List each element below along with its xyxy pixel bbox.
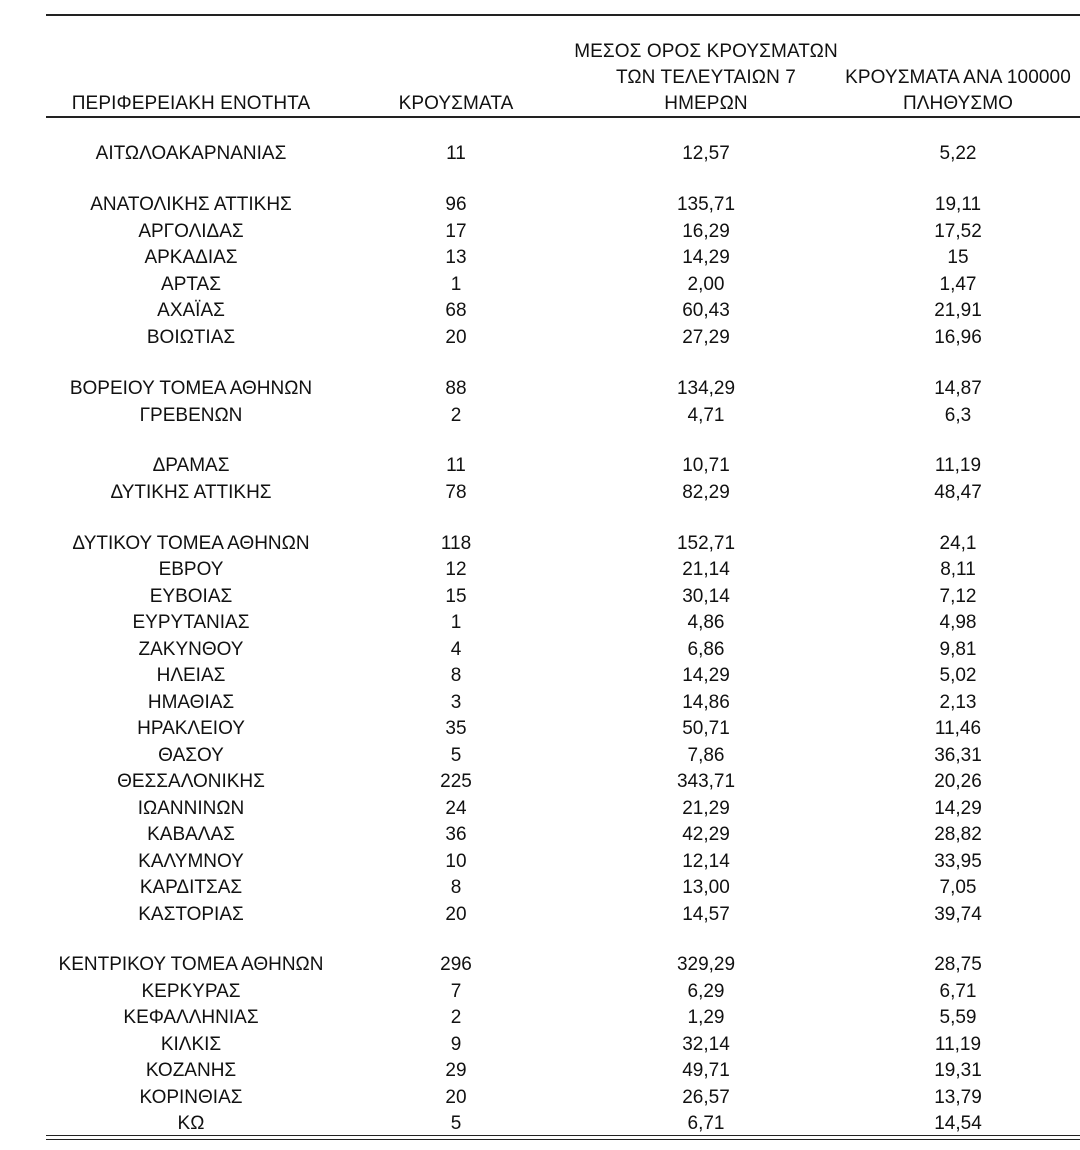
cell-region: ΚΕΦΑΛΛΗΝΙΑΣ <box>123 1007 259 1028</box>
cell-avg7: 6,86 <box>687 639 725 660</box>
cell-region: ΚΩ <box>177 1113 205 1134</box>
table-row <box>46 272 1080 298</box>
cell-avg7: 2,00 <box>687 274 725 295</box>
cell-cases: 20 <box>445 904 467 925</box>
cell-per100k: 11,46 <box>934 718 982 739</box>
table-row <box>46 849 1080 875</box>
table-bottom-rule <box>46 1135 1080 1140</box>
cell-cases: 10 <box>445 851 467 872</box>
cell-cases: 296 <box>440 954 472 975</box>
cell-region: ΑΡΓΟΛΙΔΑΣ <box>138 221 244 242</box>
cell-per100k: 9,81 <box>939 639 977 660</box>
cell-avg7: 134,29 <box>676 378 736 399</box>
cell-cases: 3 <box>450 692 462 713</box>
cell-region: ΒΟΙΩΤΙΑΣ <box>146 327 236 348</box>
cell-region: ΚΑΡΔΙΤΣΑΣ <box>139 877 243 898</box>
cell-avg7: 27,29 <box>682 327 730 348</box>
header-region: ΠΕΡΙΦΕΡΕΙΑΚΗ ΕΝΟΤΗΤΑ <box>71 93 311 114</box>
cell-region: ΚΑΛΥΜΝΟΥ <box>138 851 244 872</box>
cell-per100k: 2,13 <box>939 692 977 713</box>
cell-cases: 225 <box>440 771 472 792</box>
cell-per100k: 5,02 <box>939 665 977 686</box>
cell-per100k: 5,22 <box>939 143 977 164</box>
cell-avg7: 152,71 <box>676 533 736 554</box>
cell-per100k: 6,3 <box>944 405 972 426</box>
cell-cases: 5 <box>450 745 462 766</box>
table-row <box>46 584 1080 610</box>
cell-region: ΔΥΤΙΚΟΥ ΤΟΜΕΑ ΑΘΗΝΩΝ <box>72 533 310 554</box>
table-row <box>46 298 1080 324</box>
cell-cases: 5 <box>450 1113 462 1134</box>
table-row <box>46 531 1080 557</box>
table-row <box>46 637 1080 663</box>
table-row <box>46 557 1080 583</box>
cell-per100k: 17,52 <box>934 221 982 242</box>
cell-avg7: 21,29 <box>682 798 730 819</box>
cell-avg7: 6,71 <box>687 1113 725 1134</box>
cell-region: ΑΡΤΑΣ <box>161 274 221 295</box>
cell-region: ΓΡΕΒΕΝΩΝ <box>139 405 243 426</box>
cell-cases: 20 <box>445 327 467 348</box>
cell-per100k: 19,11 <box>934 194 982 215</box>
cell-per100k: 14,29 <box>934 798 982 819</box>
table-row <box>46 141 1080 167</box>
cell-region: ΒΟΡΕΙΟΥ ΤΟΜΕΑ ΑΘΗΝΩΝ <box>69 378 313 399</box>
table-row <box>46 769 1080 795</box>
cell-avg7: 30,14 <box>682 586 730 607</box>
header-avg7: ΜΕΣΟΣ ΟΡΟΣ ΚΡΟΥΣΜΑΤΩΝ ΤΩΝ ΤΕΛΕΥΤΑΙΩΝ 7 ΗΜΕΡΩΝ <box>574 41 838 114</box>
cell-region: ΑΧΑΪΑΣ <box>157 300 225 321</box>
cell-avg7: 21,14 <box>682 559 730 580</box>
cell-per100k: 28,82 <box>934 824 982 845</box>
cell-region: ΔΡΑΜΑΣ <box>152 455 230 476</box>
table-row <box>46 796 1080 822</box>
cell-per100k: 15 <box>947 247 969 268</box>
cell-region: ΕΥΒΟΙΑΣ <box>149 586 233 607</box>
cell-cases: 78 <box>445 482 467 503</box>
table-row <box>46 1058 1080 1084</box>
cell-region: ΚΟΡΙΝΘΙΑΣ <box>139 1087 243 1108</box>
table-row <box>46 952 1080 978</box>
cell-region: ΑΝΑΤΟΛΙΚΗΣ ΑΤΤΙΚΗΣ <box>90 194 292 215</box>
cell-region: ΑΡΚΑΔΙΑΣ <box>144 247 238 268</box>
cell-cases: 1 <box>450 612 462 633</box>
table-row <box>46 403 1080 429</box>
cell-avg7: 14,86 <box>682 692 730 713</box>
cell-cases: 9 <box>450 1034 462 1055</box>
cell-cases: 24 <box>445 798 467 819</box>
cell-per100k: 14,87 <box>934 378 982 399</box>
cell-region: ΚΕΝΤΡΙΚΟΥ ΤΟΜΕΑ ΑΘΗΝΩΝ <box>58 954 324 975</box>
cell-region: ΑΙΤΩΛΟΑΚΑΡΝΑΝΙΑΣ <box>95 143 287 164</box>
table-row <box>46 610 1080 636</box>
table-row <box>46 1005 1080 1031</box>
cell-per100k: 19,31 <box>934 1060 982 1081</box>
table-row <box>46 480 1080 506</box>
cell-avg7: 16,29 <box>682 221 730 242</box>
cell-per100k: 1,47 <box>939 274 977 295</box>
table-row <box>46 663 1080 689</box>
cell-cases: 7 <box>450 981 462 1002</box>
cell-cases: 35 <box>445 718 467 739</box>
table-row <box>46 219 1080 245</box>
cell-cases: 12 <box>445 559 467 580</box>
cell-avg7: 32,14 <box>682 1034 730 1055</box>
cell-avg7: 6,29 <box>687 981 725 1002</box>
cell-avg7: 13,00 <box>682 877 730 898</box>
cell-per100k: 48,47 <box>934 482 982 503</box>
cell-per100k: 33,95 <box>934 851 982 872</box>
cell-per100k: 7,12 <box>939 586 977 607</box>
cell-region: ΚΑΣΤΟΡΙΑΣ <box>138 904 244 925</box>
cell-avg7: 12,57 <box>682 143 730 164</box>
table-row <box>46 376 1080 402</box>
table-row <box>46 325 1080 351</box>
table-row <box>46 453 1080 479</box>
cell-avg7: 42,29 <box>682 824 730 845</box>
cell-per100k: 4,98 <box>939 612 977 633</box>
cell-region: ΕΥΡΥΤΑΝΙΑΣ <box>132 612 250 633</box>
cell-per100k: 11,19 <box>934 1034 982 1055</box>
table-row <box>46 822 1080 848</box>
cell-per100k: 39,74 <box>934 904 982 925</box>
cell-avg7: 14,57 <box>682 904 730 925</box>
cell-region: ΚΟΖΑΝΗΣ <box>145 1060 237 1081</box>
table-row <box>46 1085 1080 1111</box>
cell-cases: 20 <box>445 1087 467 1108</box>
cell-avg7: 343,71 <box>676 771 736 792</box>
cell-region: ΗΜΑΘΙΑΣ <box>147 692 235 713</box>
table-row <box>46 716 1080 742</box>
cell-per100k: 13,79 <box>934 1087 982 1108</box>
cell-cases: 17 <box>445 221 467 242</box>
cell-region: ΗΡΑΚΛΕΙΟΥ <box>137 718 245 739</box>
cell-cases: 29 <box>445 1060 467 1081</box>
cell-avg7: 60,43 <box>682 300 730 321</box>
cell-avg7: 4,71 <box>687 405 725 426</box>
cell-avg7: 10,71 <box>682 455 730 476</box>
cell-cases: 11 <box>446 143 466 164</box>
table-row <box>46 192 1080 218</box>
cell-region: ΖΑΚΥΝΘΟΥ <box>138 639 244 660</box>
cell-region: ΔΥΤΙΚΗΣ ΑΤΤΙΚΗΣ <box>110 482 272 503</box>
cell-avg7: 7,86 <box>687 745 725 766</box>
cell-cases: 11 <box>446 455 466 476</box>
cell-region: ΕΒΡΟΥ <box>158 559 224 580</box>
header-per100k: ΚΡΟΥΣΜΑΤΑ ΑΝΑ 100000 ΠΛΗΘΥΣΜΟ <box>845 67 1071 114</box>
table-row <box>46 245 1080 271</box>
table-row <box>46 690 1080 716</box>
cell-region: ΚΑΒΑΛΑΣ <box>147 824 235 845</box>
cell-per100k: 7,05 <box>939 877 977 898</box>
cell-avg7: 12,14 <box>682 851 730 872</box>
table-row <box>46 743 1080 769</box>
cell-cases: 15 <box>445 586 467 607</box>
table-row <box>46 979 1080 1005</box>
cell-per100k: 14,54 <box>934 1113 982 1134</box>
cell-per100k: 36,31 <box>934 745 982 766</box>
cell-cases: 8 <box>450 877 462 898</box>
cell-region: ΘΕΣΣΑΛΟΝΙΚΗΣ <box>117 771 265 792</box>
cell-avg7: 4,86 <box>687 612 725 633</box>
cell-region: ΙΩΑΝΝΙΝΩΝ <box>137 798 245 819</box>
cell-avg7: 14,29 <box>682 665 730 686</box>
cell-cases: 13 <box>445 247 467 268</box>
cell-region: ΚΙΛΚΙΣ <box>160 1034 222 1055</box>
cell-avg7: 329,29 <box>676 954 736 975</box>
cell-cases: 2 <box>450 405 462 426</box>
table-row <box>46 1111 1080 1137</box>
cell-per100k: 24,1 <box>939 533 977 554</box>
cell-cases: 8 <box>450 665 462 686</box>
cell-region: ΚΕΡΚΥΡΑΣ <box>141 981 241 1002</box>
cell-per100k: 20,26 <box>934 771 982 792</box>
cell-cases: 1 <box>450 274 462 295</box>
table-row <box>46 875 1080 901</box>
cell-per100k: 16,96 <box>934 327 982 348</box>
cell-region: ΗΛΕΙΑΣ <box>156 665 226 686</box>
cell-cases: 36 <box>445 824 467 845</box>
table-row <box>46 1032 1080 1058</box>
cell-avg7: 82,29 <box>682 482 730 503</box>
cell-per100k: 11,19 <box>934 455 982 476</box>
cell-per100k: 28,75 <box>934 954 982 975</box>
cell-cases: 88 <box>445 378 467 399</box>
cell-cases: 2 <box>450 1007 462 1028</box>
cell-region: ΘΑΣΟΥ <box>158 745 224 766</box>
table-row <box>46 902 1080 928</box>
cell-avg7: 1,29 <box>687 1007 725 1028</box>
header-cases: ΚΡΟΥΣΜΑΤΑ <box>398 93 514 114</box>
cell-avg7: 50,71 <box>682 718 730 739</box>
table-header <box>46 14 1080 118</box>
cell-per100k: 6,71 <box>939 981 977 1002</box>
cell-avg7: 49,71 <box>682 1060 730 1081</box>
cell-per100k: 21,91 <box>934 300 982 321</box>
cell-cases: 96 <box>445 194 467 215</box>
cell-cases: 4 <box>450 639 462 660</box>
cell-avg7: 14,29 <box>682 247 730 268</box>
cell-cases: 68 <box>445 300 467 321</box>
cell-cases: 118 <box>440 533 472 554</box>
cell-avg7: 135,71 <box>676 194 736 215</box>
cell-per100k: 8,11 <box>940 559 976 580</box>
cell-avg7: 26,57 <box>682 1087 730 1108</box>
cell-per100k: 5,59 <box>939 1007 977 1028</box>
